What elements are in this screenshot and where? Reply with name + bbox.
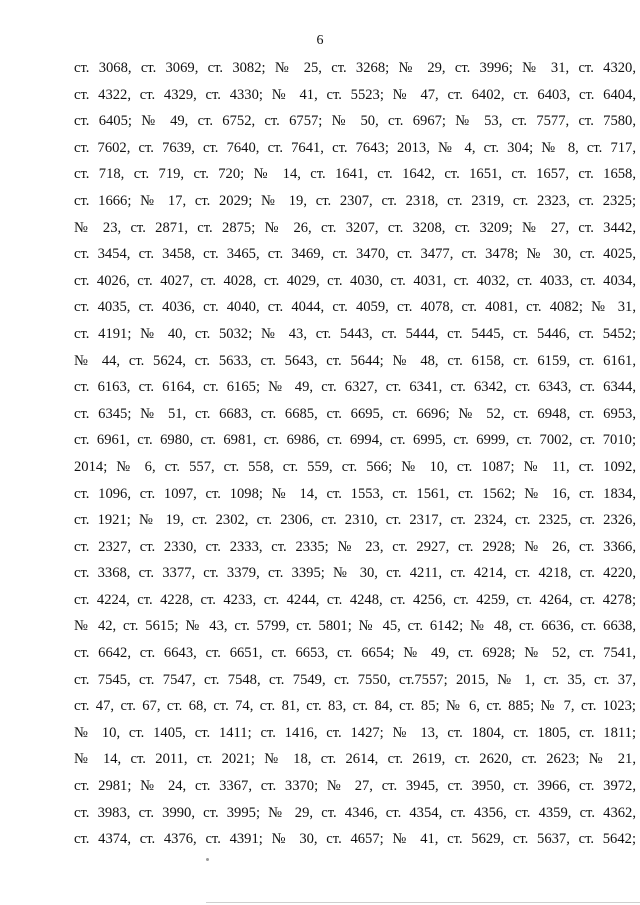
text-line: ст. 3068, ст. 3069, ст. 3082; № 25, ст. 3268; № 29, ст. 3996; № 31, ст. 4320,: [74, 60, 636, 76]
text-line: ст. 6405; № 49, ст. 6752, ст. 6757; № 50, ст. 6967; № 53, ст. 7577, ст. 7580,: [74, 113, 636, 130]
page-number: 6: [316, 33, 324, 48]
text-line: ст. 3454, ст. 3458, ст. 3465, ст. 3469, ст. 3470, ст. 3477, ст. 3478; № 30, ст. 4025,: [74, 246, 636, 263]
text-line: ст. 6961, ст. 6980, ст. 6981, ст. 6986, ст. 6994, ст. 6995, ст. 6999, ст. 7002, ст. 7010;: [74, 432, 636, 449]
text-line: ст. 1096, ст. 1097, ст. 1098; № 14, ст. 1553, ст. 1561, ст. 1562; № 16, ст. 1834,: [74, 485, 636, 502]
scan-edge-line: [206, 902, 640, 903]
text-line: ст. 4026, ст. 4027, ст. 4028, ст. 4029, ст. 4030, ст. 4031, ст. 4032, ст. 4033, ст. 4034,: [74, 272, 636, 289]
text-line: ст. 2327, ст. 2330, ст. 2333, ст. 2335; № 23, ст. 2927, ст. 2928; № 26, ст. 3366,: [74, 538, 636, 555]
text-line: ст. 4224, ст. 4228, ст. 4233, ст. 4244, ст. 4248, ст. 4256, ст. 4259, ст. 4264, ст. 4278;: [74, 591, 636, 608]
text-line: ст. 7602, ст. 7639, ст. 7640, ст. 7641, ст. 7643; 2013, № 4, ст. 304; № 8, ст. 717,: [74, 139, 636, 156]
text-line: ст. 3368, ст. 3377, ст. 3379, ст. 3395; № 30, ст. 4211, ст. 4214, ст. 4218, ст. 4220,: [74, 565, 636, 582]
text-line: ст. 47, ст. 67, ст. 68, ст. 74, ст. 81, ст. 83, ст. 84, ст. 85; № 6, ст. 885; № 7, ст. 1023;: [74, 698, 636, 715]
text-line: ст. 4322, ст. 4329, ст. 4330; № 41, ст. 5523; № 47, ст. 6402, ст. 6403, ст. 6404,: [74, 86, 636, 103]
text-line: ст. 6642, ст. 6643, ст. 6651, ст. 6653, ст. 6654; № 49, ст. 6928; № 52, ст. 7541,: [74, 645, 636, 662]
text-line: № 10, ст. 1405, ст. 1411; ст. 1416, ст. 1427; № 13, ст. 1804, ст. 1805, ст. 1811;: [74, 724, 636, 741]
text-line: ст. 4374, ст. 4376, ст. 4391; № 30, ст. 4657; № 41, ст. 5629, ст. 5637, ст. 5642;: [74, 831, 636, 848]
text-line: № 42, ст. 5615; № 43, ст. 5799, ст. 5801; № 45, ст. 6142; № 48, ст. 6636, ст. 6638,: [74, 618, 636, 635]
text-line: ст. 4035, ст. 4036, ст. 4040, ст. 4044, ст. 4059, ст. 4078, ст. 4081, ст. 4082; № 31,: [74, 299, 636, 316]
text-line: № 44, ст. 5624, ст. 5633, ст. 5643, ст. 5644; № 48, ст. 6158, ст. 6159, ст. 6161,: [74, 352, 636, 369]
text-line: 2014; № 6, ст. 557, ст. 558, ст. 559, ст. 566; № 10, ст. 1087; № 11, ст. 1092,: [74, 458, 636, 475]
text-line: ст. 6163, ст. 6164, ст. 6165; № 49, ст. 6327, ст. 6341, ст. 6342, ст. 6343, ст. 6344,: [74, 379, 636, 396]
text-line: ст. 6345; № 51, ст. 6683, ст. 6685, ст. 6695, ст. 6696; № 52, ст. 6948, ст. 6953,: [74, 405, 636, 422]
text-line: ст. 4191; № 40, ст. 5032; № 43, ст. 5443, ст. 5444, ст. 5445, ст. 5446, ст. 5452;: [74, 325, 636, 342]
text-line: ст. 2981; № 24, ст. 3367, ст. 3370; № 27, ст. 3945, ст. 3950, ст. 3966, ст. 3972,: [74, 778, 636, 795]
text-line: № 14, ст. 2011, ст. 2021; № 18, ст. 2614, ст. 2619, ст. 2620, ст. 2623; № 21,: [74, 751, 636, 768]
text-line: ст. 3983, ст. 3990, ст. 3995; № 29, ст. 4346, ст. 4354, ст. 4356, ст. 4359, ст. 4362,: [74, 804, 636, 821]
text-line: ст. 1921; № 19, ст. 2302, ст. 2306, ст. 2310, ст. 2317, ст. 2324, ст. 2325, ст. 2326,: [74, 512, 636, 529]
scan-artifact: [206, 858, 209, 861]
text-line: ст. 1666; № 17, ст. 2029; № 19, ст. 2307, ст. 2318, ст. 2319, ст. 2323, ст. 2325;: [74, 192, 636, 209]
text-line: № 23, ст. 2871, ст. 2875; № 26, ст. 3207, ст. 3208, ст. 3209; № 27, ст. 3442,: [74, 219, 636, 236]
text-line: ст. 7545, ст. 7547, ст. 7548, ст. 7549, ст. 7550, ст.7557; 2015, № 1, ст. 35, ст. 37,: [74, 671, 636, 688]
text-line: ст. 718, ст. 719, ст. 720; № 14, ст. 1641, ст. 1642, ст. 1651, ст. 1657, ст. 1658,: [74, 166, 636, 183]
body-text: [74, 55, 636, 853]
